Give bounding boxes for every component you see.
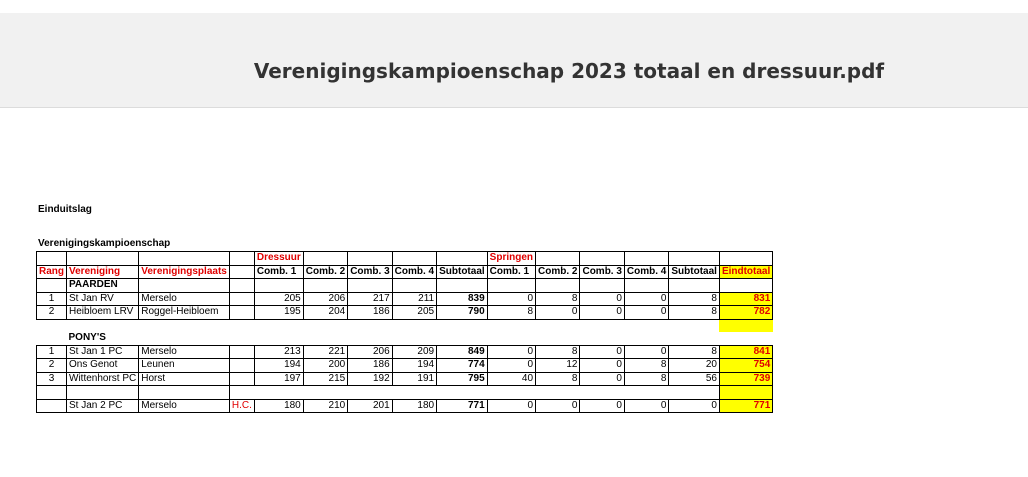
col-rang: Rang [37, 265, 67, 279]
col-plaats: Verenigingsplaats [139, 265, 230, 279]
section-row-paarden [37, 279, 773, 293]
col-d-comb3: Comb. 3 [348, 265, 392, 279]
col-d-comb4: Comb. 4 [392, 265, 436, 279]
group-header-row [37, 252, 773, 266]
eindtotaal-value: 739 [719, 372, 772, 386]
table-row: 3 Wittenhorst PC Horst 197 215 192 191 795 40 8 0 8 56 739 [37, 372, 773, 386]
table-row: 1 St Jan 1 PC Merselo 213 221 206 209 849 0 8 0 0 8 841 [37, 345, 773, 359]
col-vereniging: Vereniging [67, 265, 139, 279]
section-ponys: PONY'S [67, 332, 139, 345]
section-row-ponys [37, 332, 773, 345]
empty-row [37, 386, 773, 400]
eindtotaal-value: 771 [719, 399, 772, 413]
hc-label: H.C. [229, 399, 254, 413]
column-header-row [37, 265, 773, 279]
table-row: 2 Heibloem LRV Roggel-Heibloem 195 204 186 205 790 8 0 0 0 8 782 [37, 306, 773, 320]
table-row-hors-concours: St Jan 2 PC Merselo H.C. 180 210 201 180 771 0 0 0 0 0 771 [37, 399, 773, 413]
col-s-comb3: Comb. 3 [580, 265, 624, 279]
section-paarden: PAARDEN [67, 279, 139, 293]
group-dressuur: Dressuur [254, 252, 303, 266]
col-d-subtotaal: Subtotaal [437, 265, 488, 279]
heading-einduitslag: Einduitslag [38, 204, 92, 215]
col-d-comb2: Comb. 2 [303, 265, 347, 279]
col-d-comb1: Comb. 1 [254, 265, 303, 279]
document-title: Verenigingskampioenschap 2023 totaal en dressuur.pdf [253, 59, 885, 83]
col-s-subtotaal: Subtotaal [669, 265, 720, 279]
eindtotaal-value: 831 [719, 292, 772, 306]
col-s-comb2: Comb. 2 [536, 265, 580, 279]
eindtotaal-value: 782 [719, 306, 772, 320]
eindtotaal-value: 841 [719, 345, 772, 359]
heading-verenigingskampioenschap: Verenigingskampioenschap [38, 238, 171, 249]
col-s-comb1: Comb. 1 [487, 265, 535, 279]
spacer-row [37, 319, 773, 332]
pdf-viewer-toolbar [0, 13, 1028, 108]
group-springen: Springen [487, 252, 535, 266]
table-row: 2 Ons Genot Leunen 194 200 186 194 774 0 12 0 8 20 754 [37, 359, 773, 373]
results-table [36, 251, 773, 413]
table-row: 1 St Jan RV Merselo 205 206 217 211 839 0 8 0 0 8 831 [37, 292, 773, 306]
eindtotaal-value: 754 [719, 359, 772, 373]
col-s-comb4: Comb. 4 [624, 265, 668, 279]
col-eindtotaal: Eindtotaal [719, 265, 772, 279]
